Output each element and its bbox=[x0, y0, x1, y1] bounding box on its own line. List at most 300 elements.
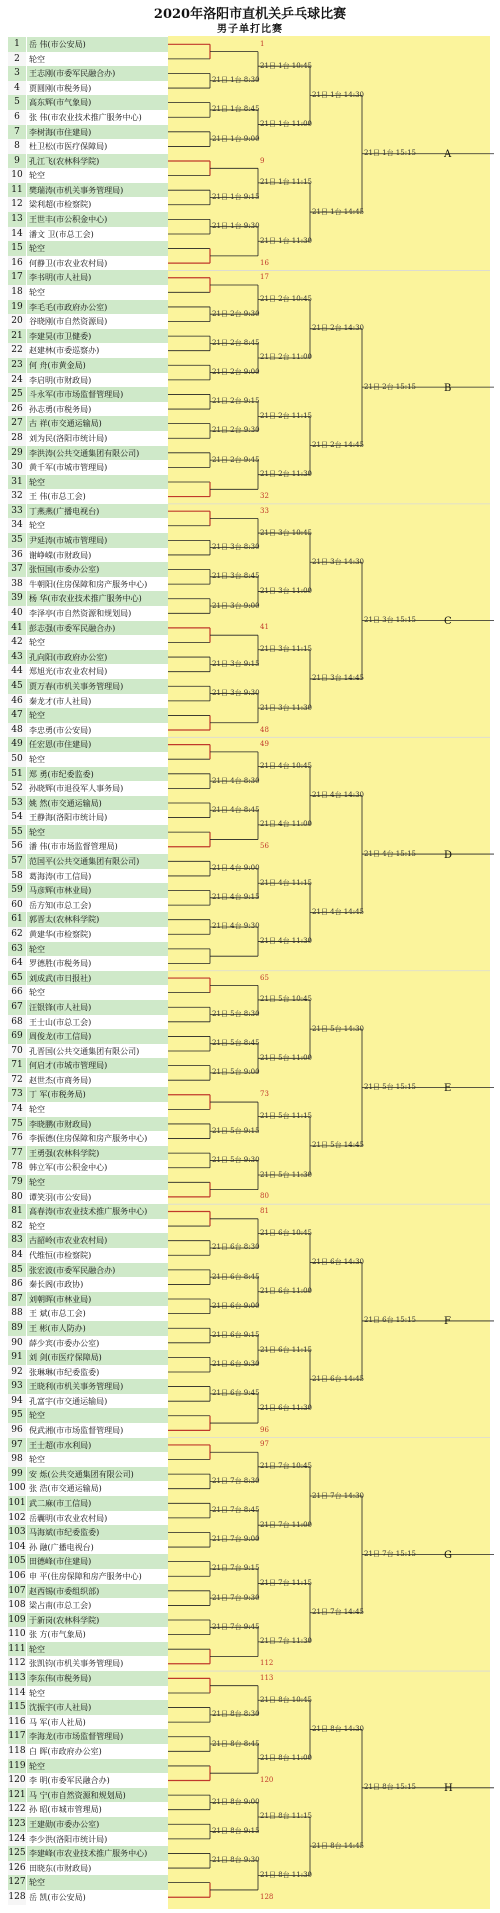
player-row bbox=[8, 431, 168, 446]
match-time: 21日 8台 10:45 bbox=[260, 1695, 312, 1704]
player-row bbox=[8, 679, 168, 694]
player-number: 63 bbox=[8, 942, 26, 957]
player-name: 轮空 bbox=[27, 518, 168, 533]
player-row bbox=[8, 1204, 168, 1219]
match-time: 21日 8台 14:30 bbox=[312, 1724, 364, 1733]
page-subtitle: 男子单打比赛 bbox=[217, 24, 283, 35]
player-row bbox=[8, 1584, 168, 1599]
match-time: 21日 7台 9:00 bbox=[212, 1535, 260, 1544]
player-number: 33 bbox=[8, 504, 26, 519]
player-name: 罗德胜(市税务局) bbox=[27, 956, 168, 971]
player-row bbox=[8, 737, 168, 752]
player-row bbox=[8, 942, 168, 957]
player-number: 13 bbox=[8, 212, 26, 227]
player-number: 71 bbox=[8, 1058, 26, 1073]
match-time: 21日 6台 10:45 bbox=[260, 1228, 312, 1237]
match-time: 21日 6台 14:30 bbox=[312, 1258, 364, 1267]
player-number: 23 bbox=[8, 358, 26, 373]
player-number: 64 bbox=[8, 956, 26, 971]
player-name: 沈振宇(市人社局) bbox=[27, 1700, 168, 1715]
player-row bbox=[8, 606, 168, 621]
player-row bbox=[8, 1613, 168, 1628]
player-number: 10 bbox=[8, 168, 26, 183]
player-number: 76 bbox=[8, 1131, 26, 1146]
player-row bbox=[8, 1219, 168, 1234]
player-row bbox=[8, 796, 168, 811]
player-name: 李海龙(市市场监督管理局) bbox=[27, 1729, 168, 1744]
seed-number: 97 bbox=[260, 1440, 269, 1449]
player-name: 轮空 bbox=[27, 285, 168, 300]
match-time: 21日 5台 10:45 bbox=[260, 995, 312, 1004]
player-number: 112 bbox=[8, 1656, 26, 1671]
match-time: 21日 4台 11:30 bbox=[260, 937, 312, 946]
player-number: 98 bbox=[8, 1452, 26, 1467]
player-name: 马彦辉(市林业局) bbox=[27, 883, 168, 898]
player-number: 1 bbox=[8, 37, 26, 52]
player-row bbox=[8, 139, 168, 154]
player-name: 赵建林(市委巡察办) bbox=[27, 343, 168, 358]
player-number: 19 bbox=[8, 300, 26, 315]
match-time: 21日 1台 14:30 bbox=[312, 90, 364, 99]
player-name: 轮空 bbox=[27, 1219, 168, 1234]
player-name: 赵西锡(市委组织部) bbox=[27, 1584, 168, 1599]
player-name: 李东伟(市税务局) bbox=[27, 1671, 168, 1686]
player-number: 86 bbox=[8, 1277, 26, 1292]
match-time: 21日 2台 9:30 bbox=[212, 309, 260, 318]
player-row bbox=[8, 1481, 168, 1496]
player-row bbox=[8, 752, 168, 767]
player-number: 9 bbox=[8, 154, 26, 169]
player-row bbox=[8, 591, 168, 606]
player-number: 90 bbox=[8, 1336, 26, 1351]
match-time: 21日 4台 9:00 bbox=[212, 864, 260, 873]
player-name: 范国平(公共交通集团有限公司) bbox=[27, 854, 168, 869]
player-name: 孔江飞(农林科学院) bbox=[27, 154, 168, 169]
player-name: 轮空 bbox=[27, 942, 168, 957]
match-time: 21日 7台 8:30 bbox=[212, 1476, 260, 1485]
player-row bbox=[8, 1379, 168, 1394]
player-number: 45 bbox=[8, 679, 26, 694]
player-name: 杨 华(市农业技术推广服务中心) bbox=[27, 591, 168, 606]
player-row bbox=[8, 1438, 168, 1453]
seed-number: 81 bbox=[260, 1206, 269, 1215]
match-time: 21日 1台 9:15 bbox=[212, 192, 260, 201]
player-name: 王勇强(农林科学院) bbox=[27, 1146, 168, 1161]
player-number: 94 bbox=[8, 1394, 26, 1409]
player-number: 20 bbox=[8, 314, 26, 329]
player-row bbox=[8, 241, 168, 256]
player-number: 57 bbox=[8, 854, 26, 869]
player-row bbox=[8, 810, 168, 825]
player-row bbox=[8, 1759, 168, 1774]
match-time: 21日 7台 15:15 bbox=[364, 1549, 416, 1558]
group-label: E bbox=[444, 1082, 452, 1094]
seed-number: 17 bbox=[260, 273, 269, 282]
player-name: 岳囊明(市农业农村局) bbox=[27, 1511, 168, 1526]
player-row bbox=[8, 1846, 168, 1861]
player-row bbox=[8, 1773, 168, 1788]
player-row bbox=[8, 1656, 168, 1671]
player-number: 8 bbox=[8, 139, 26, 154]
player-name: 周俊龙(市工信局) bbox=[27, 1029, 168, 1044]
match-time: 21日 4台 11:15 bbox=[260, 878, 312, 887]
player-row bbox=[8, 285, 168, 300]
group-label: F bbox=[444, 1316, 451, 1328]
player-number: 73 bbox=[8, 1087, 26, 1102]
player-name: 张琳琳(市纪委监委) bbox=[27, 1365, 168, 1380]
player-number: 74 bbox=[8, 1102, 26, 1117]
player-name: 李泽亭(市自然资源和规划局) bbox=[27, 606, 168, 621]
player-row bbox=[8, 329, 168, 344]
player-name: 轮空 bbox=[27, 475, 168, 490]
player-number: 111 bbox=[8, 1642, 26, 1657]
player-row bbox=[8, 1160, 168, 1175]
player-name: 白 晖(市政府办公室) bbox=[27, 1744, 168, 1759]
player-name: 王志刚(市委军民融合办) bbox=[27, 66, 168, 81]
player-name: 张 浩(市交通运输局) bbox=[27, 1481, 168, 1496]
player-name: 轮空 bbox=[27, 752, 168, 767]
player-row bbox=[8, 1306, 168, 1321]
seed-number: 33 bbox=[260, 506, 269, 515]
player-name: 高春涛(市农业技术推广服务中心) bbox=[27, 1204, 168, 1219]
seed-number: 9 bbox=[260, 156, 265, 165]
match-time: 21日 8台 9:15 bbox=[212, 1827, 260, 1836]
player-number: 43 bbox=[8, 650, 26, 665]
match-time: 21日 7台 11:15 bbox=[260, 1579, 312, 1588]
player-number: 89 bbox=[8, 1321, 26, 1336]
player-row bbox=[8, 270, 168, 285]
player-row bbox=[8, 723, 168, 738]
player-row bbox=[8, 1365, 168, 1380]
player-name: 王建勋(市委办公室) bbox=[27, 1817, 168, 1832]
match-time: 21日 7台 14:45 bbox=[312, 1608, 364, 1617]
player-name: 轮空 bbox=[27, 52, 168, 67]
player-row bbox=[8, 387, 168, 402]
player-name: 王 伟(市总工会) bbox=[27, 489, 168, 504]
player-row bbox=[8, 168, 168, 183]
player-name: 姚 然(市交通运输局) bbox=[27, 796, 168, 811]
player-name: 倪武湘(市市场监督管理局) bbox=[27, 1423, 168, 1438]
player-number: 75 bbox=[8, 1117, 26, 1132]
player-name: 李忠勇(市公安局) bbox=[27, 723, 168, 738]
player-name: 李毛毛(市政府办公室) bbox=[27, 300, 168, 315]
player-row bbox=[8, 256, 168, 271]
player-row bbox=[8, 1102, 168, 1117]
match-time: 21日 4台 15:15 bbox=[364, 849, 416, 858]
player-row bbox=[8, 1146, 168, 1161]
player-name: 李建峰(市农业技术推广服务中心) bbox=[27, 1846, 168, 1861]
player-name: 王静海(洛阳市统计局) bbox=[27, 810, 168, 825]
player-row bbox=[8, 1000, 168, 1015]
player-name: 潘文 卫(市总工会) bbox=[27, 227, 168, 242]
player-name: 薛少宾(市委办公室) bbox=[27, 1336, 168, 1351]
player-name: 刘朝晖(市林业局) bbox=[27, 1292, 168, 1307]
player-number: 124 bbox=[8, 1832, 26, 1847]
player-number: 92 bbox=[8, 1365, 26, 1380]
player-number: 5 bbox=[8, 95, 26, 110]
match-time: 21日 6台 14:45 bbox=[312, 1374, 364, 1383]
match-time: 21日 1台 11:00 bbox=[260, 120, 312, 129]
player-number: 55 bbox=[8, 825, 26, 840]
player-row bbox=[8, 212, 168, 227]
player-row bbox=[8, 1627, 168, 1642]
player-row bbox=[8, 767, 168, 782]
player-name: 谷晓刚(市自然资源局) bbox=[27, 314, 168, 329]
group-label: H bbox=[444, 1783, 453, 1795]
match-time: 21日 3台 11:30 bbox=[260, 703, 312, 712]
player-number: 106 bbox=[8, 1569, 26, 1584]
player-row bbox=[8, 956, 168, 971]
match-time: 21日 2台 9:30 bbox=[212, 426, 260, 435]
player-number: 117 bbox=[8, 1729, 26, 1744]
match-time: 21日 4台 14:30 bbox=[312, 791, 364, 800]
match-time: 21日 8台 8:30 bbox=[212, 1710, 260, 1719]
player-number: 128 bbox=[8, 1890, 26, 1905]
player-number: 65 bbox=[8, 971, 26, 986]
player-name: 孔富宇(市交通运输局) bbox=[27, 1394, 168, 1409]
seed-number: 65 bbox=[260, 973, 269, 982]
player-row bbox=[8, 1671, 168, 1686]
player-number: 100 bbox=[8, 1481, 26, 1496]
match-time: 21日 3台 15:15 bbox=[364, 616, 416, 625]
player-row bbox=[8, 475, 168, 490]
match-time: 21日 7台 14:30 bbox=[312, 1491, 364, 1500]
player-name: 葛海涛(市工信局) bbox=[27, 869, 168, 884]
player-row bbox=[8, 1175, 168, 1190]
player-name: 李少洪(洛阳市统计局) bbox=[27, 1832, 168, 1847]
match-time: 21日 3台 9:15 bbox=[212, 659, 260, 668]
match-time: 21日 5台 8:30 bbox=[212, 1010, 260, 1019]
match-time: 21日 2台 9:45 bbox=[212, 455, 260, 464]
match-time: 21日 5台 14:30 bbox=[312, 1024, 364, 1033]
player-number: 59 bbox=[8, 883, 26, 898]
match-time: 21日 6台 9:00 bbox=[212, 1301, 260, 1310]
player-row bbox=[8, 664, 168, 679]
player-row bbox=[8, 1832, 168, 1847]
player-number: 61 bbox=[8, 912, 26, 927]
player-number: 38 bbox=[8, 577, 26, 592]
player-name: 轮空 bbox=[27, 1686, 168, 1701]
player-number: 7 bbox=[8, 125, 26, 140]
player-name: 岳方知(市总工会) bbox=[27, 898, 168, 913]
player-name: 何启才(市城市管理局) bbox=[27, 1058, 168, 1073]
player-row bbox=[8, 1248, 168, 1263]
player-number: 115 bbox=[8, 1700, 26, 1715]
player-name: 刘为民(洛阳市统计局) bbox=[27, 431, 168, 446]
seed-number: 80 bbox=[260, 1192, 269, 1201]
match-time: 21日 1台 15:15 bbox=[364, 149, 416, 158]
match-time: 21日 6台 11:15 bbox=[260, 1345, 312, 1354]
player-name: 王士超(市水利局) bbox=[27, 1438, 168, 1453]
seed-number: 41 bbox=[260, 623, 269, 632]
player-name: 秦龙才(市人社局) bbox=[27, 694, 168, 709]
player-row bbox=[8, 562, 168, 577]
player-name: 王晓利(市机关事务管理局) bbox=[27, 1379, 168, 1394]
player-number: 87 bbox=[8, 1292, 26, 1307]
player-name: 贾圆刚(市税务局) bbox=[27, 81, 168, 96]
player-row bbox=[8, 504, 168, 519]
player-name: 张凯钧(市机关事务管理局) bbox=[27, 1656, 168, 1671]
player-row bbox=[8, 1117, 168, 1132]
match-time: 21日 1台 8:45 bbox=[212, 105, 260, 114]
player-name: 李启明(市财政局) bbox=[27, 373, 168, 388]
player-number: 27 bbox=[8, 416, 26, 431]
player-row bbox=[8, 1233, 168, 1248]
player-row bbox=[8, 183, 168, 198]
seed-number: 120 bbox=[260, 1776, 274, 1784]
match-time: 21日 1台 10:45 bbox=[260, 61, 312, 70]
player-row bbox=[8, 300, 168, 315]
player-row bbox=[8, 402, 168, 417]
player-number: 66 bbox=[8, 985, 26, 1000]
player-row bbox=[8, 1277, 168, 1292]
match-time: 21日 4台 14:45 bbox=[312, 907, 364, 916]
match-time: 21日 8台 14:45 bbox=[312, 1841, 364, 1850]
player-number: 52 bbox=[8, 781, 26, 796]
match-time: 21日 1台 11:30 bbox=[260, 236, 312, 245]
player-row bbox=[8, 1408, 168, 1423]
player-row bbox=[8, 971, 168, 986]
seed-number: 1 bbox=[260, 39, 265, 48]
player-name: 汪银锋(市人社局) bbox=[27, 1000, 168, 1015]
player-row bbox=[8, 635, 168, 650]
player-number: 84 bbox=[8, 1248, 26, 1263]
player-number: 47 bbox=[8, 708, 26, 723]
player-number: 18 bbox=[8, 285, 26, 300]
player-row bbox=[8, 825, 168, 840]
player-name: 孙志勇(市税务局) bbox=[27, 402, 168, 417]
match-time: 21日 1台 9:00 bbox=[212, 134, 260, 143]
match-time: 21日 5台 9:15 bbox=[212, 1126, 260, 1135]
player-row bbox=[8, 548, 168, 563]
player-number: 16 bbox=[8, 256, 26, 271]
player-name: 王士山(市总工会) bbox=[27, 1015, 168, 1030]
player-name: 彭志强(市委军民融合办) bbox=[27, 621, 168, 636]
player-name: 樊瑞涛(市机关事务管理局) bbox=[27, 183, 168, 198]
player-row bbox=[8, 839, 168, 854]
match-time: 21日 6台 9:15 bbox=[212, 1331, 260, 1339]
player-name: 于新岗(农林科学院) bbox=[27, 1613, 168, 1628]
player-name: 张 伟(市农业技术推广服务中心) bbox=[27, 110, 168, 125]
player-row bbox=[8, 1700, 168, 1715]
player-row bbox=[8, 52, 168, 67]
player-row bbox=[8, 985, 168, 1000]
player-row bbox=[8, 577, 168, 592]
player-name: 孙 昭(市城市管理局) bbox=[27, 1802, 168, 1817]
match-time: 21日 1台 8:30 bbox=[212, 76, 260, 85]
player-number: 56 bbox=[8, 839, 26, 854]
player-number: 70 bbox=[8, 1044, 26, 1059]
match-time: 21日 5台 11:00 bbox=[260, 1053, 312, 1062]
player-number: 85 bbox=[8, 1263, 26, 1278]
player-name: 轮空 bbox=[27, 168, 168, 183]
match-time: 21日 8台 9:00 bbox=[212, 1797, 260, 1806]
player-number: 32 bbox=[8, 489, 26, 504]
player-name: 孔向阳(市政府办公室) bbox=[27, 650, 168, 665]
match-time: 21日 3台 8:45 bbox=[212, 572, 260, 581]
player-number: 26 bbox=[8, 402, 26, 417]
match-time: 21日 2台 8:45 bbox=[212, 338, 260, 347]
player-name: 李树海(市住建局) bbox=[27, 125, 168, 140]
player-row bbox=[8, 694, 168, 709]
player-name: 高东辉(市气象局) bbox=[27, 95, 168, 110]
player-row bbox=[8, 227, 168, 242]
player-row bbox=[8, 1452, 168, 1467]
player-number: 46 bbox=[8, 694, 26, 709]
match-time: 21日 3台 8:30 bbox=[212, 543, 260, 552]
player-row bbox=[8, 1423, 168, 1438]
player-number: 81 bbox=[8, 1204, 26, 1219]
player-name: 安 烁(公共交通集团有限公司) bbox=[27, 1467, 168, 1482]
player-name: 王世丰(市公积金中心) bbox=[27, 212, 168, 227]
player-number: 14 bbox=[8, 227, 26, 242]
player-row bbox=[8, 1788, 168, 1803]
player-row bbox=[8, 1802, 168, 1817]
match-time: 21日 4台 9:30 bbox=[212, 922, 260, 931]
player-number: 53 bbox=[8, 796, 26, 811]
player-name: 田晓东(市财政局) bbox=[27, 1861, 168, 1876]
player-row bbox=[8, 1058, 168, 1073]
player-row bbox=[8, 1044, 168, 1059]
match-time: 21日 8台 11:00 bbox=[260, 1754, 312, 1763]
player-row bbox=[8, 358, 168, 373]
player-row bbox=[8, 110, 168, 125]
player-name: 谢峥嵘(市财政局) bbox=[27, 548, 168, 563]
player-name: 轮空 bbox=[27, 1452, 168, 1467]
player-number: 99 bbox=[8, 1467, 26, 1482]
player-name: 张恒国(市委办公室) bbox=[27, 562, 168, 577]
player-row bbox=[8, 1525, 168, 1540]
player-name: 轮空 bbox=[27, 1175, 168, 1190]
match-time: 21日 7台 11:00 bbox=[260, 1520, 312, 1529]
player-row bbox=[8, 1569, 168, 1584]
match-time: 21日 2台 9:00 bbox=[212, 368, 260, 377]
player-row bbox=[8, 343, 168, 358]
player-name: 郑旭光(市农业农村局) bbox=[27, 664, 168, 679]
player-name: 韩立军(市公积金中心) bbox=[27, 1160, 168, 1175]
match-time: 21日 6台 9:30 bbox=[212, 1360, 260, 1369]
player-number: 105 bbox=[8, 1554, 26, 1569]
player-row bbox=[8, 1744, 168, 1759]
player-name: 李洪涛(公共交通集团有限公司) bbox=[27, 446, 168, 461]
player-number: 126 bbox=[8, 1861, 26, 1876]
player-number: 30 bbox=[8, 460, 26, 475]
seed-number: 112 bbox=[260, 1659, 274, 1668]
player-name: 何 舟(市黄金局) bbox=[27, 358, 168, 373]
player-number: 34 bbox=[8, 518, 26, 533]
match-time: 21日 6台 11:00 bbox=[260, 1287, 312, 1296]
match-time: 21日 3台 9:30 bbox=[212, 689, 260, 698]
player-name: 轮空 bbox=[27, 708, 168, 723]
player-name: 谭笑羽(市公安局) bbox=[27, 1190, 168, 1205]
player-number: 93 bbox=[8, 1379, 26, 1394]
seed-number: 32 bbox=[260, 492, 269, 501]
player-row bbox=[8, 1554, 168, 1569]
player-number: 28 bbox=[8, 431, 26, 446]
player-name: 赵世杰(市商务局) bbox=[27, 1073, 168, 1088]
player-name: 牛朝阳(住房保障和房产服务中心) bbox=[27, 577, 168, 592]
match-time: 21日 2台 9:15 bbox=[212, 397, 260, 406]
player-number: 68 bbox=[8, 1015, 26, 1030]
player-row bbox=[8, 854, 168, 869]
player-row bbox=[8, 125, 168, 140]
player-number: 21 bbox=[8, 329, 26, 344]
player-name: 李振德(住房保障和房产服务中心) bbox=[27, 1131, 168, 1146]
player-name: 梁占南(市总工会) bbox=[27, 1598, 168, 1613]
match-time: 21日 1台 14:45 bbox=[312, 207, 364, 216]
match-time: 21日 6台 11:30 bbox=[260, 1403, 312, 1412]
player-name: 孔晋国(公共交通集团有限公司) bbox=[27, 1044, 168, 1059]
